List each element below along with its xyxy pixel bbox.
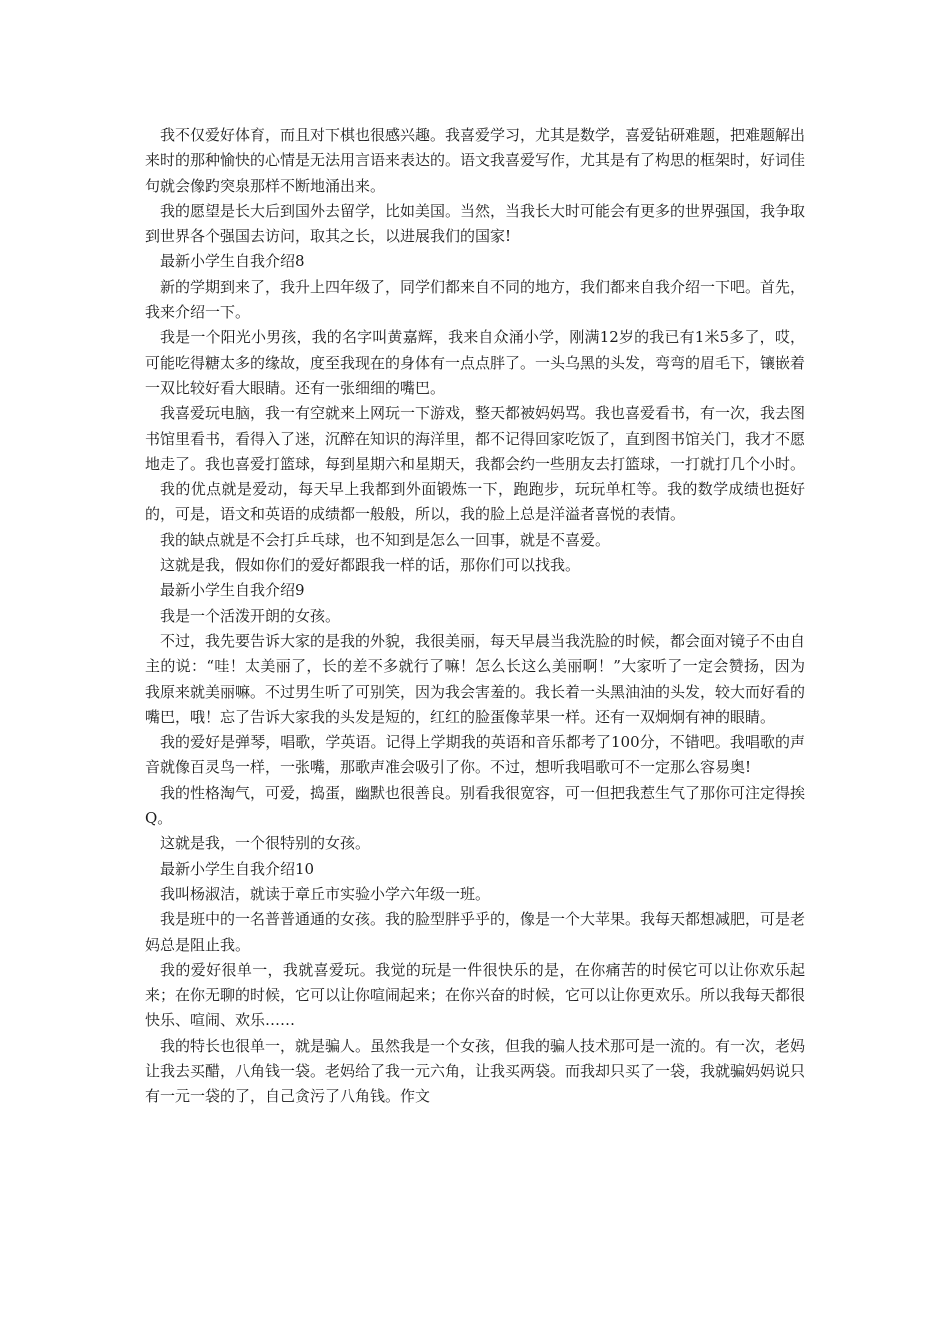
paragraph: 我的愿望是长大后到国外去留学，比如美国。当然，当我长大时可能会有更多的世界强国，我争取到世界各个强国去访问，取其之长，以进展我们的国家! xyxy=(145,201,806,246)
section-heading: 最新小学生自我介绍9 xyxy=(160,581,305,600)
section-heading: 最新小学生自我介绍8 xyxy=(160,252,305,271)
paragraph: 新的学期到来了，我升上四年级了，同学们都来自不同的地方，我们都来自我介绍一下吧。首先，我来介绍一下。 xyxy=(145,277,806,322)
document-body xyxy=(145,123,805,1110)
paragraph: 我的缺点就是不会打乒乓球，也不知到是怎么一回事，就是不喜爱。 xyxy=(160,530,611,549)
paragraph: 我不仅爱好体育，而且对下棋也很感兴趣。我喜爱学习，尤其是数学，喜爱钻研难题，把难题解出来时的那种愉快的心情是无法用言语来表达的。语文我喜爱写作，尤其是有了构思的框架时，好词佳句就会像趵突泉那样不断地涌出来。 xyxy=(145,126,806,195)
paragraph: 我的爱好很单一，我就喜爱玩。我觉的玩是一件很快乐的是，在你痛苦的时侯它可以让你欢乐起来；在你无聊的时候，它可以让你喧闹起来；在你兴奋的时候，它可以让你更欢乐。所以我每天都很快乐、喧闹、欢乐…… xyxy=(145,960,806,1030)
section-heading: 最新小学生自我介绍10 xyxy=(160,859,315,878)
paragraph: 我的性格淘气，可爱，捣蛋，幽默也很善良。别看我很宽容，可一但把我惹生气了那你可注定得挨Q。 xyxy=(145,783,806,828)
paragraph: 我是班中的一名普普通通的女孩。我的脸型胖乎乎的，像是一个大苹果。我每天都想减肥，可是老妈总是阻止我。 xyxy=(145,910,806,954)
paragraph: 我是一个活泼开朗的女孩。 xyxy=(160,606,341,625)
paragraph: 不过，我先要告诉大家的是我的外貌，我很美丽，每天早晨当我洗脸的时候，都会面对镜子不由自主的说：“哇！太美丽了，长的差不多就行了嘛！怎么长这么美丽啊！”大家听了一定会赞扬，因为我原来就美丽嘛。不过男生听了可别笑，因为我会害羞的。我长着一头黑油油的头发，较大而好看的嘴巴，哦！忘了告诉大家我的头发是短的，红红的脸蛋像苹果一样。还有一双炯炯有神的眼睛。 xyxy=(145,631,806,726)
paragraph: 我的爱好是弹琴，唱歌，学英语。记得上学期我的英语和音乐都考了100分，不错吧。我唱歌的声音就像百灵鸟一样，一张嘴，那歌声准会吸引了你。不过，想听我唱歌可不一定那么容易奥! xyxy=(145,733,805,777)
paragraph: 我是一个阳光小男孩，我的名字叫黄嘉辉，我来自众涌小学，刚满12岁的我已有1米5多了，哎，可能吃得糖太多的缘故，度至我现在的身体有一点点胖了。一头乌黑的头发，弯弯的眉毛下，镶嵌着一双比较好看大眼睛。还有一张细细的嘴巴。 xyxy=(145,328,806,397)
paragraph: 这就是我，假如你们的爱好都跟我一样的话，那你们可以找我。 xyxy=(160,556,581,575)
paragraph: 这就是我，一个很特别的女孩。 xyxy=(160,834,371,853)
paragraph: 我的优点就是爱动，每天早上我都到外面锻炼一下，跑跑步，玩玩单杠等。我的数学成绩也挺好的，可是，语文和英语的成绩都一般般，所以，我的脸上总是洋溢者喜悦的表情。 xyxy=(145,480,805,524)
paragraph: 我的特长也很单一，就是骗人。虽然我是一个女孩，但我的骗人技术那可是一流的。有一次，老妈让我去买醋，八角钱一袋。老妈给了我一元六角，让我买两袋。而我却只买了一袋，我就骗妈妈说只有一元一袋的了，自己贪污了八角钱。作文 xyxy=(145,1036,806,1106)
paragraph: 我喜爱玩电脑，我一有空就来上网玩一下游戏，整天都被妈妈骂。我也喜爱看书，有一次，我去图书馆里看书，看得入了迷，沉醉在知识的海洋里，都不记得回家吃饭了，直到图书馆关门，我才不愿地走了。我也喜爱打篮球，每到星期六和星期天，我都会约一些朋友去打篮球，一打就打几个小时。 xyxy=(145,404,806,473)
paragraph: 我叫杨淑洁，就读于章丘市实验小学六年级一班。 xyxy=(160,884,491,903)
